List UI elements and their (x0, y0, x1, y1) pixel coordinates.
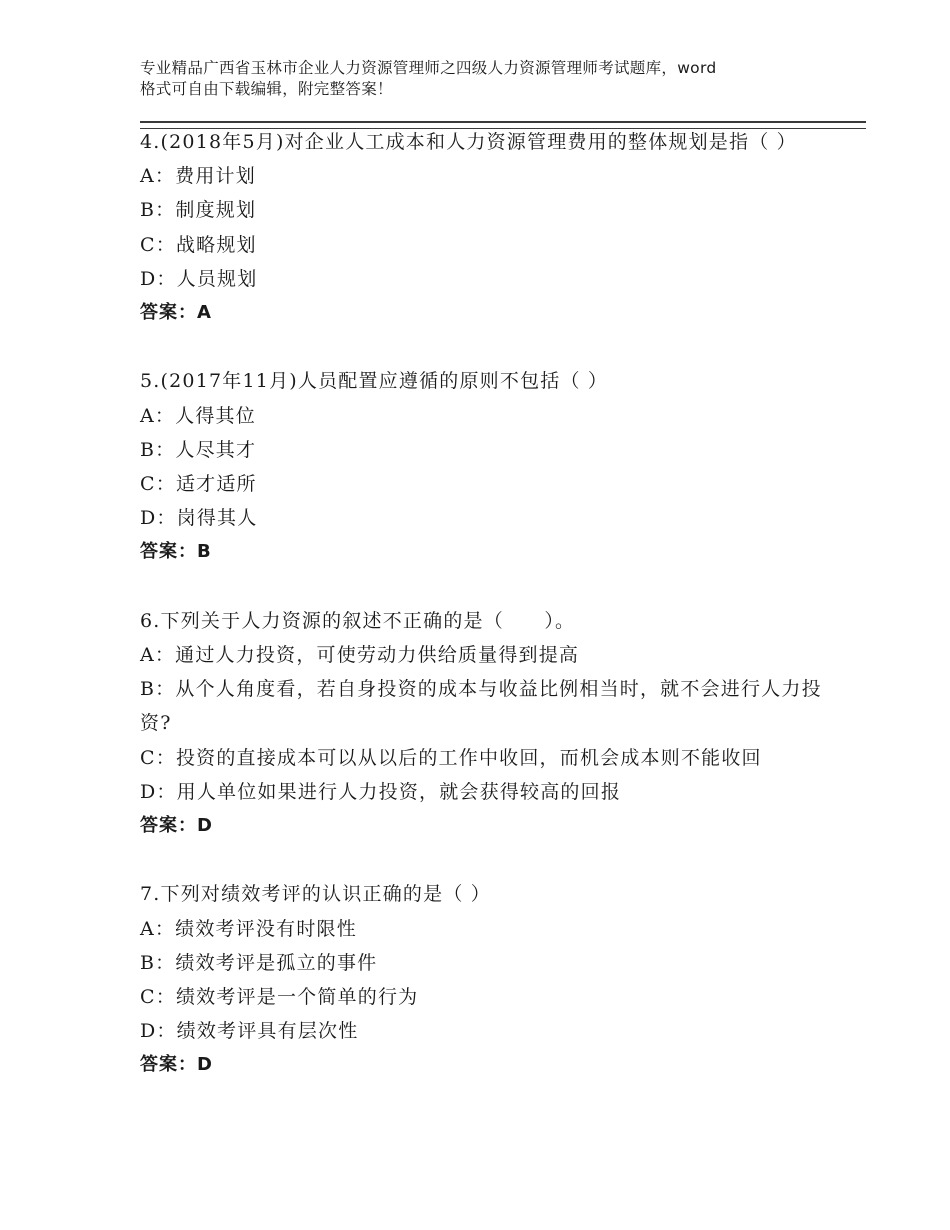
answer-label: 答案：B (140, 541, 212, 563)
option-d: D：绩效考评具有层次性 (140, 1020, 359, 1043)
option-a: A：绩效考评没有时限性 (140, 917, 357, 940)
option-a: A：人得其位 (140, 404, 256, 427)
option-c: C：战略规划 (140, 233, 257, 256)
header-line-2: 格式可自由下载编辑，附完整答案！ (140, 80, 393, 98)
answer-label: 答案：D (140, 815, 213, 837)
question-7 (140, 877, 840, 1082)
question-4 (140, 125, 840, 330)
option-b: B：从个人角度看，若自身投资的成本与收益比例相当时，就不会进行人力投资? (140, 678, 822, 735)
option-b: B：制度规划 (140, 199, 257, 222)
answer-label: 答案：D (140, 1054, 213, 1076)
option-c: C：绩效考评是一个简单的行为 (140, 986, 419, 1009)
option-c: C：适才适所 (140, 473, 257, 496)
question-stem: 5.(2017年11月)人员配置应遵循的原则不包括（ ） (140, 370, 609, 393)
question-stem: 7.下列对绩效考评的认识正确的是（ ） (140, 883, 491, 906)
option-a: A：费用计划 (140, 165, 256, 188)
option-d: D：岗得其人 (140, 507, 258, 530)
question-6 (140, 604, 840, 843)
option-a: A：通过人力投资，可使劳动力供给质量得到提高 (140, 644, 580, 667)
option-b: B：绩效考评是孤立的事件 (140, 951, 378, 974)
option-d: D：用人单位如果进行人力投资，就会获得较高的回报 (140, 780, 622, 803)
question-list (140, 125, 840, 1083)
question-gap (140, 570, 840, 604)
option-b: B：人尽其才 (140, 438, 257, 461)
answer-label: 答案：A (140, 302, 212, 324)
question-gap (140, 330, 840, 364)
option-d: D：人员规划 (140, 267, 258, 290)
question-gap (140, 843, 840, 877)
question-stem: 6.下列关于人力资源的叙述不正确的是（ ）。 (140, 609, 576, 632)
option-c: C：投资的直接成本可以从以后的工作中收回，而机会成本则不能收回 (140, 746, 762, 769)
document-header (140, 58, 830, 100)
question-5 (140, 364, 840, 569)
header-line-1: 专业精品广西省玉林市企业人力资源管理师之四级人力资源管理师考试题库，word (140, 59, 717, 77)
question-stem: 4.(2018年5月)对企业人工成本和人力资源管理费用的整体规划是指（ ） (140, 131, 797, 153)
